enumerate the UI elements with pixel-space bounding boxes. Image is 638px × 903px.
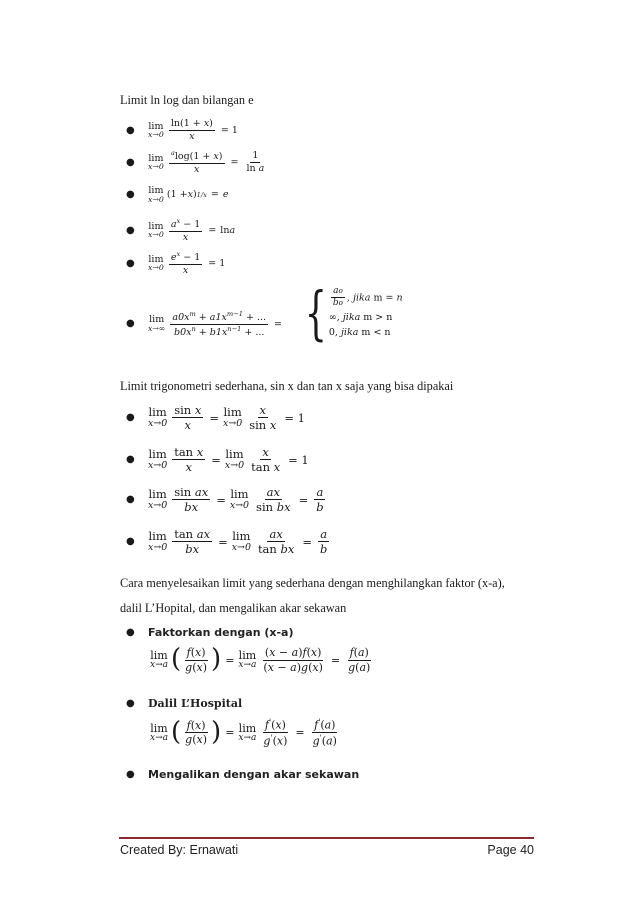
bullet-icon: ● (126, 189, 135, 201)
method-lhospital-item (126, 697, 242, 710)
formula-sin-limit: ● lim x→0 $\frac{\text{sin x}}{x}$ = lim x→0 $\frac{x}{\text{sin x}}$ = 1 (126, 403, 305, 433)
bullet-icon: ● (126, 536, 135, 548)
formula-log-limit: ● lim x→0 $\frac{^a\log(1 + x)}{x}$ = $\frac{1}{\text{ln a}}$ (126, 149, 265, 175)
formula-tan-limit: ● lim x→0 $\frac{\text{tan x}}{x}$ = lim x→0 $\frac{x}{\text{tan x}}$ = 1 (126, 445, 309, 475)
bullet-icon: ● (126, 454, 135, 466)
formula-tan-ax-bx-limit: ● lim x→0 $\frac{\text{tan ax}}{bx}$ = lim x→0 $\frac{ax}{\text{tan bx}}$ = $\frac{a}{b}$ (126, 527, 328, 557)
section-heading-ln-log: Limit ln log dan bilangan e (120, 93, 254, 107)
bullet-icon: ● (126, 124, 135, 136)
footer-page-number: Page 40 (487, 843, 534, 857)
bullet-icon: ● (126, 224, 135, 236)
method-factor-item (126, 626, 294, 639)
bullet-icon: ● (126, 156, 135, 168)
section-heading-trigonometry: Limit trigonometri sederhana, sin x dan tan x saja yang bisa dipakai (120, 379, 454, 393)
formula-lhospital: lim x→a ( $\frac{f(x)}{g(x)}$ ) = lim x→a $\frac{f'(x)}{g'(x)}$ = $\frac{f'(a)}{g'(a)}$ (150, 716, 337, 748)
footer-author: Created By: Ernawati (120, 843, 239, 857)
formula-polynomial-infinity: ● lim x→∞ $\frac{a0x^m + a1x^{m-1} + ...}{b0x^n + b1x^{n-1} + ...}$ = { $\frac{ao}{bo}$ , jika m = n ∞, jika m > n 0, jika m < n (126, 279, 403, 347)
method-lhospital-label: Dalil L’Hospital (148, 697, 243, 710)
bullet-icon: ● (126, 769, 135, 780)
bullet-icon: ● (126, 627, 135, 638)
bullet-icon: ● (126, 317, 135, 329)
formula-exp-e-limit: ● lim x→0 $\frac{e^x - 1}{x}$ = 1 (126, 250, 226, 276)
method-conjugate-label: Mengalikan dengan akar sekawan (148, 768, 360, 781)
section-heading-methods-line1: Cara menyelesaikan limit yang sederhana dengan menghilangkan faktor (x-a), (120, 576, 505, 590)
bullet-icon: ● (126, 412, 135, 424)
formula-e-limit: ● lim x→0 (1 + x ) 1/x = e (126, 185, 229, 204)
bullet-icon: ● (126, 698, 135, 709)
bullet-icon: ● (126, 494, 135, 506)
formula-sin-ax-bx-limit: ● lim x→0 $\frac{\text{sin ax}}{bx}$ = lim x→0 $\frac{ax}{\text{sin bx}}$ = $\frac{a}{b}$ (126, 485, 324, 515)
formula-ln-limit: ● lim x→0 $\frac{\ln(1 + x)}{x}$ = 1 (126, 118, 238, 142)
method-factor-label: Faktorkan dengan (x-a) (148, 626, 294, 639)
footer-divider (119, 837, 534, 839)
section-heading-methods-line2: dalil L’Hopital, dan mengalikan akar sekawan (120, 601, 347, 615)
bullet-icon: ● (126, 257, 135, 269)
formula-exp-a-limit: ● lim x→0 $\frac{a^x - 1}{x}$ = ln a (126, 217, 236, 243)
method-conjugate-item (126, 768, 359, 781)
formula-factor-method: lim x→a ( $\frac{f(x)}{g(x)}$ ) = lim x→a $\frac{(x - a)f(x)}{(x - a)g(x)}$ = $\frac{f(a)}{g(a)}$ (150, 644, 371, 675)
